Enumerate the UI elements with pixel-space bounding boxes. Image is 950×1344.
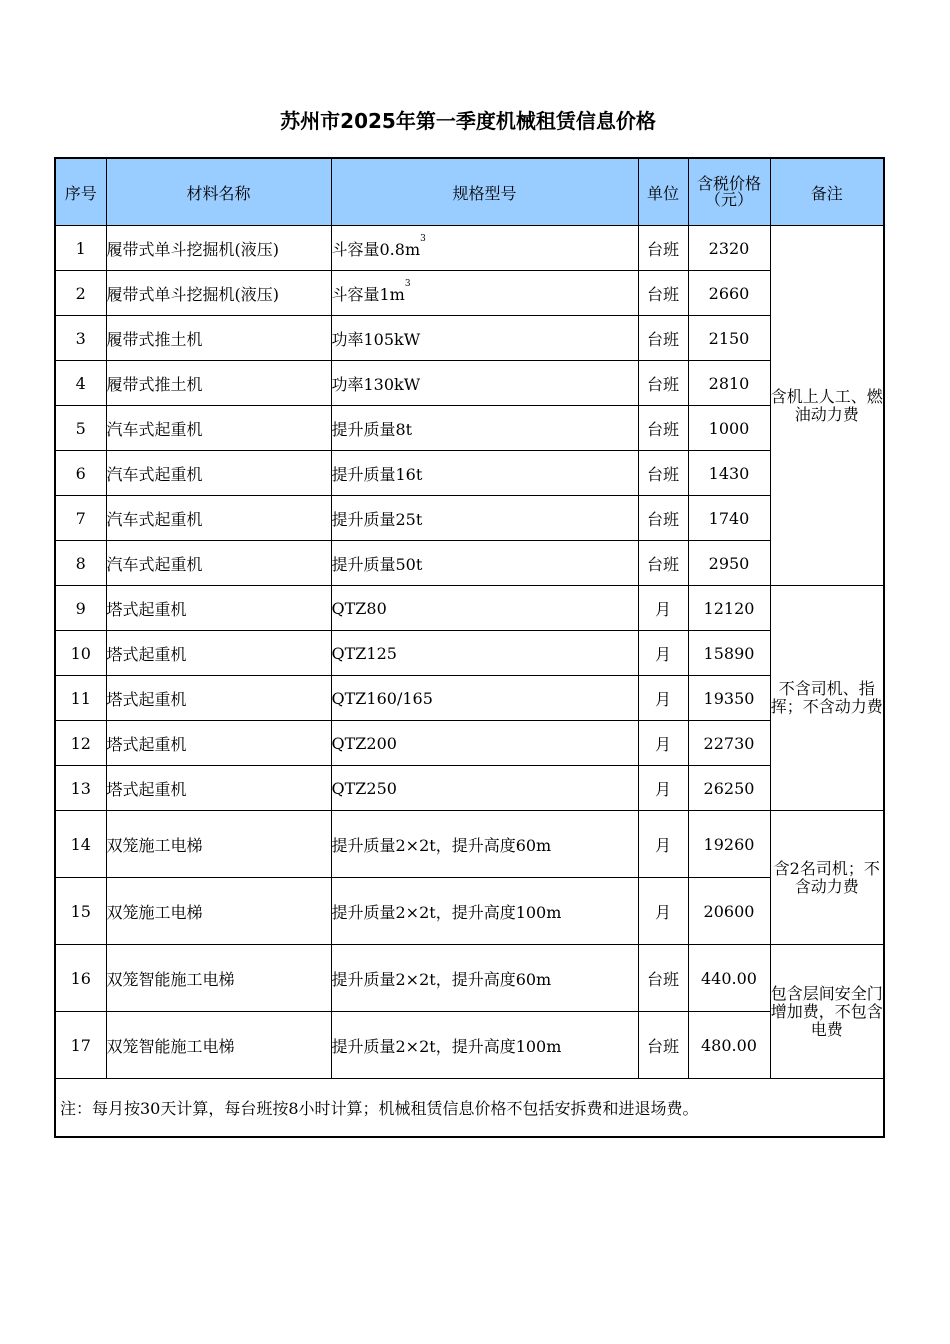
table-row bbox=[55, 1012, 884, 1079]
row-name: 汽车式起重机 bbox=[106, 541, 331, 586]
table-row bbox=[55, 811, 884, 878]
row-index: 4 bbox=[55, 361, 106, 406]
row-index: 9 bbox=[55, 586, 106, 631]
table-row bbox=[55, 721, 884, 766]
row-index: 14 bbox=[55, 811, 106, 878]
row-price: 22730 bbox=[688, 721, 770, 766]
row-name: 双笼智能施工电梯 bbox=[106, 945, 331, 1012]
row-index: 13 bbox=[55, 766, 106, 811]
table-row bbox=[55, 316, 884, 361]
row-unit: 月 bbox=[638, 811, 688, 878]
header-name: 材料名称 bbox=[106, 158, 331, 226]
remark-group4: 包含层间安全门增加费，不包含电费 bbox=[770, 945, 884, 1079]
row-index: 16 bbox=[55, 945, 106, 1012]
table-row bbox=[55, 451, 884, 496]
table-row bbox=[55, 676, 884, 721]
row-unit: 台班 bbox=[638, 1012, 688, 1079]
row-price: 2810 bbox=[688, 361, 770, 406]
row-spec: 提升质量8t bbox=[331, 406, 638, 451]
row-spec: 提升质量2×2t，提升高度100m bbox=[331, 1012, 638, 1079]
table-row bbox=[55, 406, 884, 451]
row-spec: 斗容量$1m^3$ bbox=[331, 271, 638, 316]
header-price: 含税价格（元） bbox=[688, 158, 770, 226]
row-price: 1740 bbox=[688, 496, 770, 541]
row-spec: 提升质量2×2t，提升高度60m bbox=[331, 945, 638, 1012]
row-name: 双笼施工电梯 bbox=[106, 811, 331, 878]
row-index: 12 bbox=[55, 721, 106, 766]
row-name: 塔式起重机 bbox=[106, 586, 331, 631]
row-spec: 提升质量16t bbox=[331, 451, 638, 496]
row-spec: QTZ125 bbox=[331, 631, 638, 676]
row-price: 2150 bbox=[688, 316, 770, 361]
row-spec: 斗容量$0.8m^3$ bbox=[331, 226, 638, 271]
row-spec: 功率105kW bbox=[331, 316, 638, 361]
row-name: 双笼智能施工电梯 bbox=[106, 1012, 331, 1079]
remark-group3: 含2名司机；不含动力费 bbox=[770, 811, 884, 945]
row-name: 塔式起重机 bbox=[106, 721, 331, 766]
header-remark: 备注 bbox=[770, 158, 884, 226]
rental-price-table bbox=[54, 157, 885, 1138]
row-index: 15 bbox=[55, 878, 106, 945]
row-spec: 提升质量50t bbox=[331, 541, 638, 586]
row-price: 20600 bbox=[688, 878, 770, 945]
row-index: 17 bbox=[55, 1012, 106, 1079]
table-row bbox=[55, 541, 884, 586]
row-spec: 提升质量2×2t，提升高度60m bbox=[331, 811, 638, 878]
row-name: 履带式推土机 bbox=[106, 316, 331, 361]
row-index: 10 bbox=[55, 631, 106, 676]
row-spec: QTZ250 bbox=[331, 766, 638, 811]
row-price: 12120 bbox=[688, 586, 770, 631]
row-unit: 台班 bbox=[638, 226, 688, 271]
row-name: 履带式推土机 bbox=[106, 361, 331, 406]
remark-group2: 不含司机、指挥；不含动力费 bbox=[770, 586, 884, 811]
row-unit: 月 bbox=[638, 721, 688, 766]
row-name: 汽车式起重机 bbox=[106, 406, 331, 451]
row-price: 15890 bbox=[688, 631, 770, 676]
header-index: 序号 bbox=[55, 158, 106, 226]
remark-group1: 含机上人工、燃油动力费 bbox=[770, 226, 884, 586]
row-unit: 台班 bbox=[638, 541, 688, 586]
footnote: 注：每月按30天计算，每台班按8小时计算；机械租赁信息价格不包括安拆费和进退场费。 bbox=[55, 1079, 884, 1138]
row-spec: QTZ80 bbox=[331, 586, 638, 631]
row-index: 6 bbox=[55, 451, 106, 496]
row-name: 履带式单斗挖掘机(液压) bbox=[106, 226, 331, 271]
row-price: 19260 bbox=[688, 811, 770, 878]
row-name: 汽车式起重机 bbox=[106, 451, 331, 496]
table-row bbox=[55, 361, 884, 406]
spec-superscript: 3 bbox=[420, 233, 426, 244]
row-price: 440.00 bbox=[688, 945, 770, 1012]
row-index: 11 bbox=[55, 676, 106, 721]
row-price: 2950 bbox=[688, 541, 770, 586]
row-unit: 月 bbox=[638, 878, 688, 945]
row-unit: 台班 bbox=[638, 271, 688, 316]
row-price: 2660 bbox=[688, 271, 770, 316]
row-spec: QTZ200 bbox=[331, 721, 638, 766]
row-name: 塔式起重机 bbox=[106, 676, 331, 721]
table-row bbox=[55, 945, 884, 1012]
table-row bbox=[55, 496, 884, 541]
row-price: 26250 bbox=[688, 766, 770, 811]
row-price: 2320 bbox=[688, 226, 770, 271]
row-name: 双笼施工电梯 bbox=[106, 878, 331, 945]
table-row bbox=[55, 271, 884, 316]
row-unit: 台班 bbox=[638, 361, 688, 406]
header-spec: 规格型号 bbox=[331, 158, 638, 226]
row-unit: 台班 bbox=[638, 496, 688, 541]
table-row bbox=[55, 878, 884, 945]
footnote-row bbox=[55, 1079, 884, 1138]
row-unit: 月 bbox=[638, 631, 688, 676]
table-row bbox=[55, 226, 884, 271]
row-name: 塔式起重机 bbox=[106, 766, 331, 811]
header-row bbox=[55, 158, 884, 226]
row-index: 1 bbox=[55, 226, 106, 271]
row-unit: 台班 bbox=[638, 406, 688, 451]
row-spec: 功率130kW bbox=[331, 361, 638, 406]
row-unit: 月 bbox=[638, 676, 688, 721]
row-name: 塔式起重机 bbox=[106, 631, 331, 676]
spec-superscript: 3 bbox=[404, 278, 411, 289]
row-unit: 台班 bbox=[638, 451, 688, 496]
row-index: 8 bbox=[55, 541, 106, 586]
row-price: 480.00 bbox=[688, 1012, 770, 1079]
row-name: 汽车式起重机 bbox=[106, 496, 331, 541]
row-name: 履带式单斗挖掘机(液压) bbox=[106, 271, 331, 316]
row-index: 2 bbox=[55, 271, 106, 316]
row-unit: 台班 bbox=[638, 945, 688, 1012]
row-unit: 月 bbox=[638, 766, 688, 811]
row-price: 1430 bbox=[688, 451, 770, 496]
row-unit: 台班 bbox=[638, 316, 688, 361]
row-index: 3 bbox=[55, 316, 106, 361]
table-row bbox=[55, 631, 884, 676]
row-spec: QTZ160/165 bbox=[331, 676, 638, 721]
header-unit: 单位 bbox=[638, 158, 688, 226]
row-index: 7 bbox=[55, 496, 106, 541]
row-index: 5 bbox=[55, 406, 106, 451]
row-spec: 提升质量25t bbox=[331, 496, 638, 541]
row-spec: 提升质量2×2t，提升高度100m bbox=[331, 878, 638, 945]
row-price: 1000 bbox=[688, 406, 770, 451]
page-title: 苏州市2025年第一季度机械租赁信息价格 bbox=[280, 109, 656, 133]
table-row bbox=[55, 766, 884, 811]
table-row bbox=[55, 586, 884, 631]
row-unit: 月 bbox=[638, 586, 688, 631]
row-price: 19350 bbox=[688, 676, 770, 721]
